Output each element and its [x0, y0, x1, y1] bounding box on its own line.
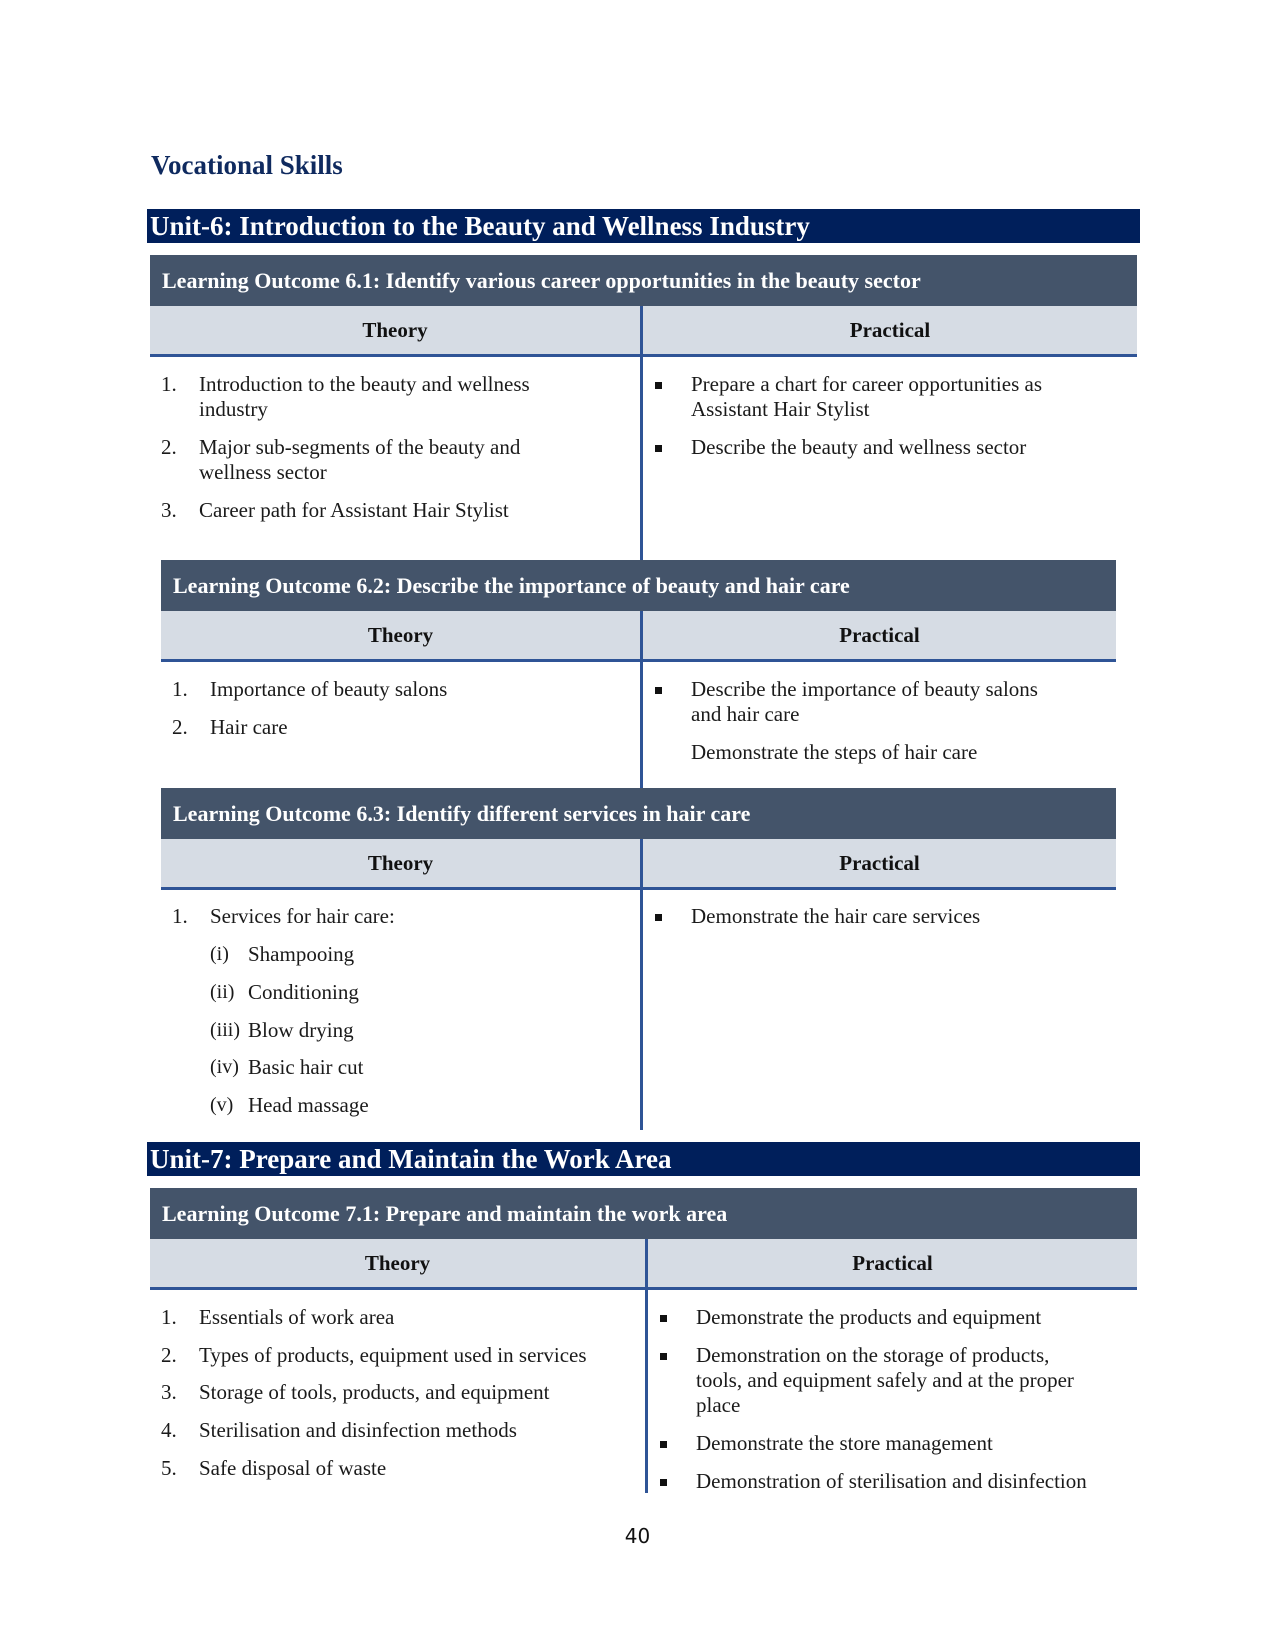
bullet-icon	[655, 687, 662, 694]
unit-6-title: Unit-6: Introduction to the Beauty and Wellness Industry	[147, 209, 1140, 243]
lo-6-2-practical-list: Describe the importance of beauty salons and hair care Demonstrate the steps of hair care	[652, 677, 1112, 777]
column-divider	[645, 1290, 648, 1493]
column-divider	[640, 357, 643, 560]
lo-7-1-header-row	[150, 1239, 1137, 1290]
unit-7-title: Unit-7: Prepare and Maintain the Work Area	[147, 1142, 1140, 1176]
lo-6-2-theory-list: 1. Importance of beauty salons 2. Hair care	[172, 677, 448, 739]
bullet-icon	[655, 445, 662, 452]
lo-6-3-header-row	[161, 839, 1116, 890]
theory-header: Theory	[367, 851, 434, 875]
lo-6-2-title: Learning Outcome 6.2: Describe the importance of beauty and hair care	[161, 560, 1116, 611]
lo-7-1-title: Learning Outcome 7.1: Prepare and maintain the work area	[150, 1188, 1137, 1239]
learning-outcome-6-2	[161, 560, 1116, 662]
lo-6-1-title: Learning Outcome 6.1: Identify various career opportunities in the beauty sector	[150, 255, 1137, 306]
learning-outcome-6-1	[150, 255, 1137, 357]
lo-6-2-header-row	[161, 611, 1116, 662]
column-divider	[640, 662, 643, 788]
theory-header: Theory	[367, 623, 434, 647]
practical-header: Practical	[849, 318, 931, 342]
column-divider	[640, 890, 643, 1130]
practical-header: Practical	[852, 1251, 933, 1275]
lo-7-1-theory-list: 1. Essentials of work area 2. Types of products, equipment used in services 3. Storage of tools, products, and equipment 4. Sterilisation and disinfection methods 5. Safe disposal of waste	[161, 1305, 587, 1480]
theory-header: Theory	[364, 1251, 431, 1275]
bullet-icon	[655, 382, 662, 389]
practical-header: Practical	[839, 623, 920, 647]
section-title: Vocational Skills	[151, 150, 343, 180]
lo-6-3-title: Learning Outcome 6.3: Identify different services in hair care	[161, 788, 1116, 839]
lo-6-3-theory-list: 1. Services for hair care: (i) Shampooing (ii) Conditioning (iii) Blow drying (iv) Basic hair cut (v) Head massage	[172, 904, 395, 1117]
page-number: 40	[624, 1524, 651, 1548]
lo-6-3-practical-list: Demonstrate the hair care services	[652, 904, 1112, 944]
learning-outcome-6-3	[161, 788, 1116, 890]
lo-6-1-practical-list: Prepare a chart for career opportunities as Assistant Hair Stylist Describe the beauty and wellness sector	[652, 372, 1132, 472]
practical-header: Practical	[839, 851, 920, 875]
lo-7-1-practical-list: Demonstrate the products and equipment Demonstration on the storage of products, tools, and equipment safely and at the proper place Demonstrate the store management Demonstration of sterilisation and disinfection	[657, 1305, 1127, 1495]
theory-header: Theory	[362, 318, 428, 342]
lo-6-1-theory-list: 1. Introduction to the beauty and wellness industry 2. Major sub-segments of the beauty and wellness sector 3. Career path for Assistant Hair Stylist	[161, 372, 530, 522]
bullet-icon	[655, 914, 662, 921]
lo-6-1-header-row	[150, 306, 1137, 357]
learning-outcome-7-1	[150, 1188, 1137, 1290]
bullet-icon	[660, 1441, 667, 1448]
bullet-icon	[660, 1479, 667, 1486]
bullet-icon	[660, 1315, 667, 1322]
bullet-icon	[660, 1353, 667, 1360]
